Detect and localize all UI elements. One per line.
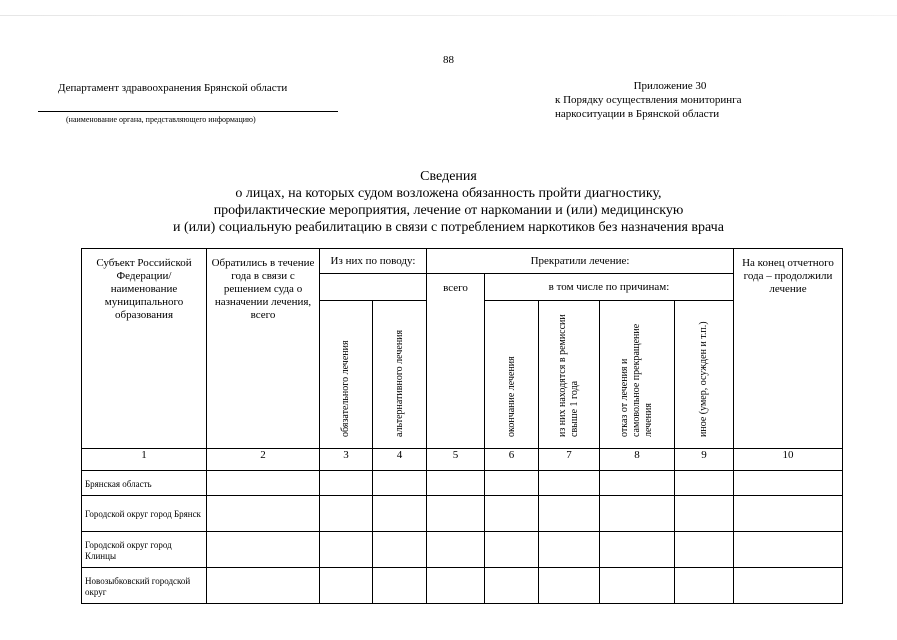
data-cell[interactable]	[600, 496, 675, 532]
col-number: 9	[675, 449, 734, 471]
header-mandatory: обязательного лечения	[340, 340, 351, 437]
col-number: 5	[427, 449, 485, 471]
col-number: 10	[734, 449, 843, 471]
heading-line-1: Сведения	[420, 169, 477, 184]
data-cell[interactable]	[539, 532, 600, 568]
header-stopped-total: всего	[427, 274, 485, 449]
data-cell[interactable]	[675, 471, 734, 496]
page-number: 88	[443, 54, 454, 66]
table-row	[82, 532, 843, 568]
table-row	[82, 568, 843, 604]
table-row	[82, 496, 843, 532]
data-cell[interactable]	[427, 532, 485, 568]
data-cell[interactable]	[427, 568, 485, 604]
row-label: Новозыбковский городской округ	[82, 568, 207, 604]
data-cell[interactable]	[600, 532, 675, 568]
department-caption: (наименование органа, представляющего информацию)	[66, 115, 256, 124]
data-cell[interactable]	[207, 471, 320, 496]
data-cell[interactable]	[320, 568, 373, 604]
appendix-block	[555, 79, 785, 121]
header-remission-cell	[539, 301, 600, 449]
table-row	[82, 471, 843, 496]
department-underline	[38, 111, 338, 112]
data-cell[interactable]	[734, 496, 843, 532]
data-cell[interactable]	[207, 568, 320, 604]
department-name: Департамент здравоохранения Брянской области	[58, 82, 288, 94]
data-cell[interactable]	[734, 471, 843, 496]
data-cell[interactable]	[485, 568, 539, 604]
header-finished: окончание лечения	[505, 356, 517, 437]
col-number: 4	[373, 449, 427, 471]
col-number: 1	[82, 449, 207, 471]
data-cell[interactable]	[734, 532, 843, 568]
heading-line-2: о лицах, на которых судом возложена обязанность пройти диагностику,	[235, 186, 662, 201]
data-cell[interactable]	[539, 568, 600, 604]
col-number: 8	[600, 449, 675, 471]
document-heading	[0, 168, 897, 236]
col-number: 2	[207, 449, 320, 471]
col-number: 3	[320, 449, 373, 471]
data-cell[interactable]	[600, 471, 675, 496]
data-cell[interactable]	[675, 532, 734, 568]
report-table	[81, 248, 843, 604]
data-cell[interactable]	[373, 496, 427, 532]
data-cell[interactable]	[485, 496, 539, 532]
header-alternative: альтернативного лечения	[393, 329, 405, 437]
header-end-year: На конец отчетного года – продолжили лечение	[734, 249, 843, 449]
data-cell[interactable]	[427, 496, 485, 532]
data-cell[interactable]	[373, 568, 427, 604]
heading-line-3: профилактические мероприятия, лечение от наркомании и (или) медицинскую	[213, 203, 684, 218]
data-cell[interactable]	[734, 568, 843, 604]
row-label: Городской округ город Клинцы	[82, 532, 207, 568]
data-cell[interactable]	[675, 496, 734, 532]
header-refusal-cell	[600, 301, 675, 449]
data-cell[interactable]	[207, 532, 320, 568]
data-cell[interactable]	[427, 471, 485, 496]
data-cell[interactable]	[485, 471, 539, 496]
appendix-line-2: наркоситуации в Брянской области	[555, 108, 720, 120]
col-number: 7	[539, 449, 600, 471]
data-cell[interactable]	[600, 568, 675, 604]
data-cell[interactable]	[373, 471, 427, 496]
data-cell[interactable]	[539, 471, 600, 496]
data-cell[interactable]	[207, 496, 320, 532]
header-other-cell	[675, 301, 734, 449]
row-label: Городской округ город Брянск	[82, 496, 207, 532]
heading-line-4: и (или) социальную реабилитацию в связи с потреблением наркотиков без назначения врача	[173, 220, 724, 235]
col-number: 6	[485, 449, 539, 471]
header-alternative-cell	[373, 301, 427, 449]
data-cell[interactable]	[539, 496, 600, 532]
data-cell[interactable]	[373, 532, 427, 568]
header-mandatory-cell	[320, 301, 373, 449]
data-cell[interactable]	[320, 532, 373, 568]
top-scan-artifact	[0, 15, 897, 16]
row-label: Брянская область	[82, 471, 207, 496]
data-cell[interactable]	[320, 496, 373, 532]
header-other: иное (умер, осужден и т.п.)	[698, 321, 709, 437]
data-cell[interactable]	[320, 471, 373, 496]
appendix-line-1: к Порядку осуществления мониторинга	[555, 94, 742, 106]
header-subject: Субъект Российской Федерации/ наименование муниципального образования	[82, 249, 207, 449]
header-refusal: отказ от лечения и самовольное прекращение лечения	[619, 323, 654, 437]
data-cell[interactable]	[485, 532, 539, 568]
appendix-title: Приложение 30	[633, 80, 707, 92]
header-remission: из них находятся в ремиссии свыше 1 года	[557, 314, 580, 437]
header-stopped: Прекратили лечение:	[427, 249, 734, 274]
header-finished-cell	[485, 301, 539, 449]
header-of-them-spacer	[320, 274, 427, 301]
header-applied: Обратились в течение года в связи с решением суда о назначении лечения, всего	[207, 249, 320, 449]
header-of-them: Из них по поводу:	[320, 249, 427, 274]
data-cell[interactable]	[675, 568, 734, 604]
header-including: в том числе по причинам:	[485, 274, 734, 301]
